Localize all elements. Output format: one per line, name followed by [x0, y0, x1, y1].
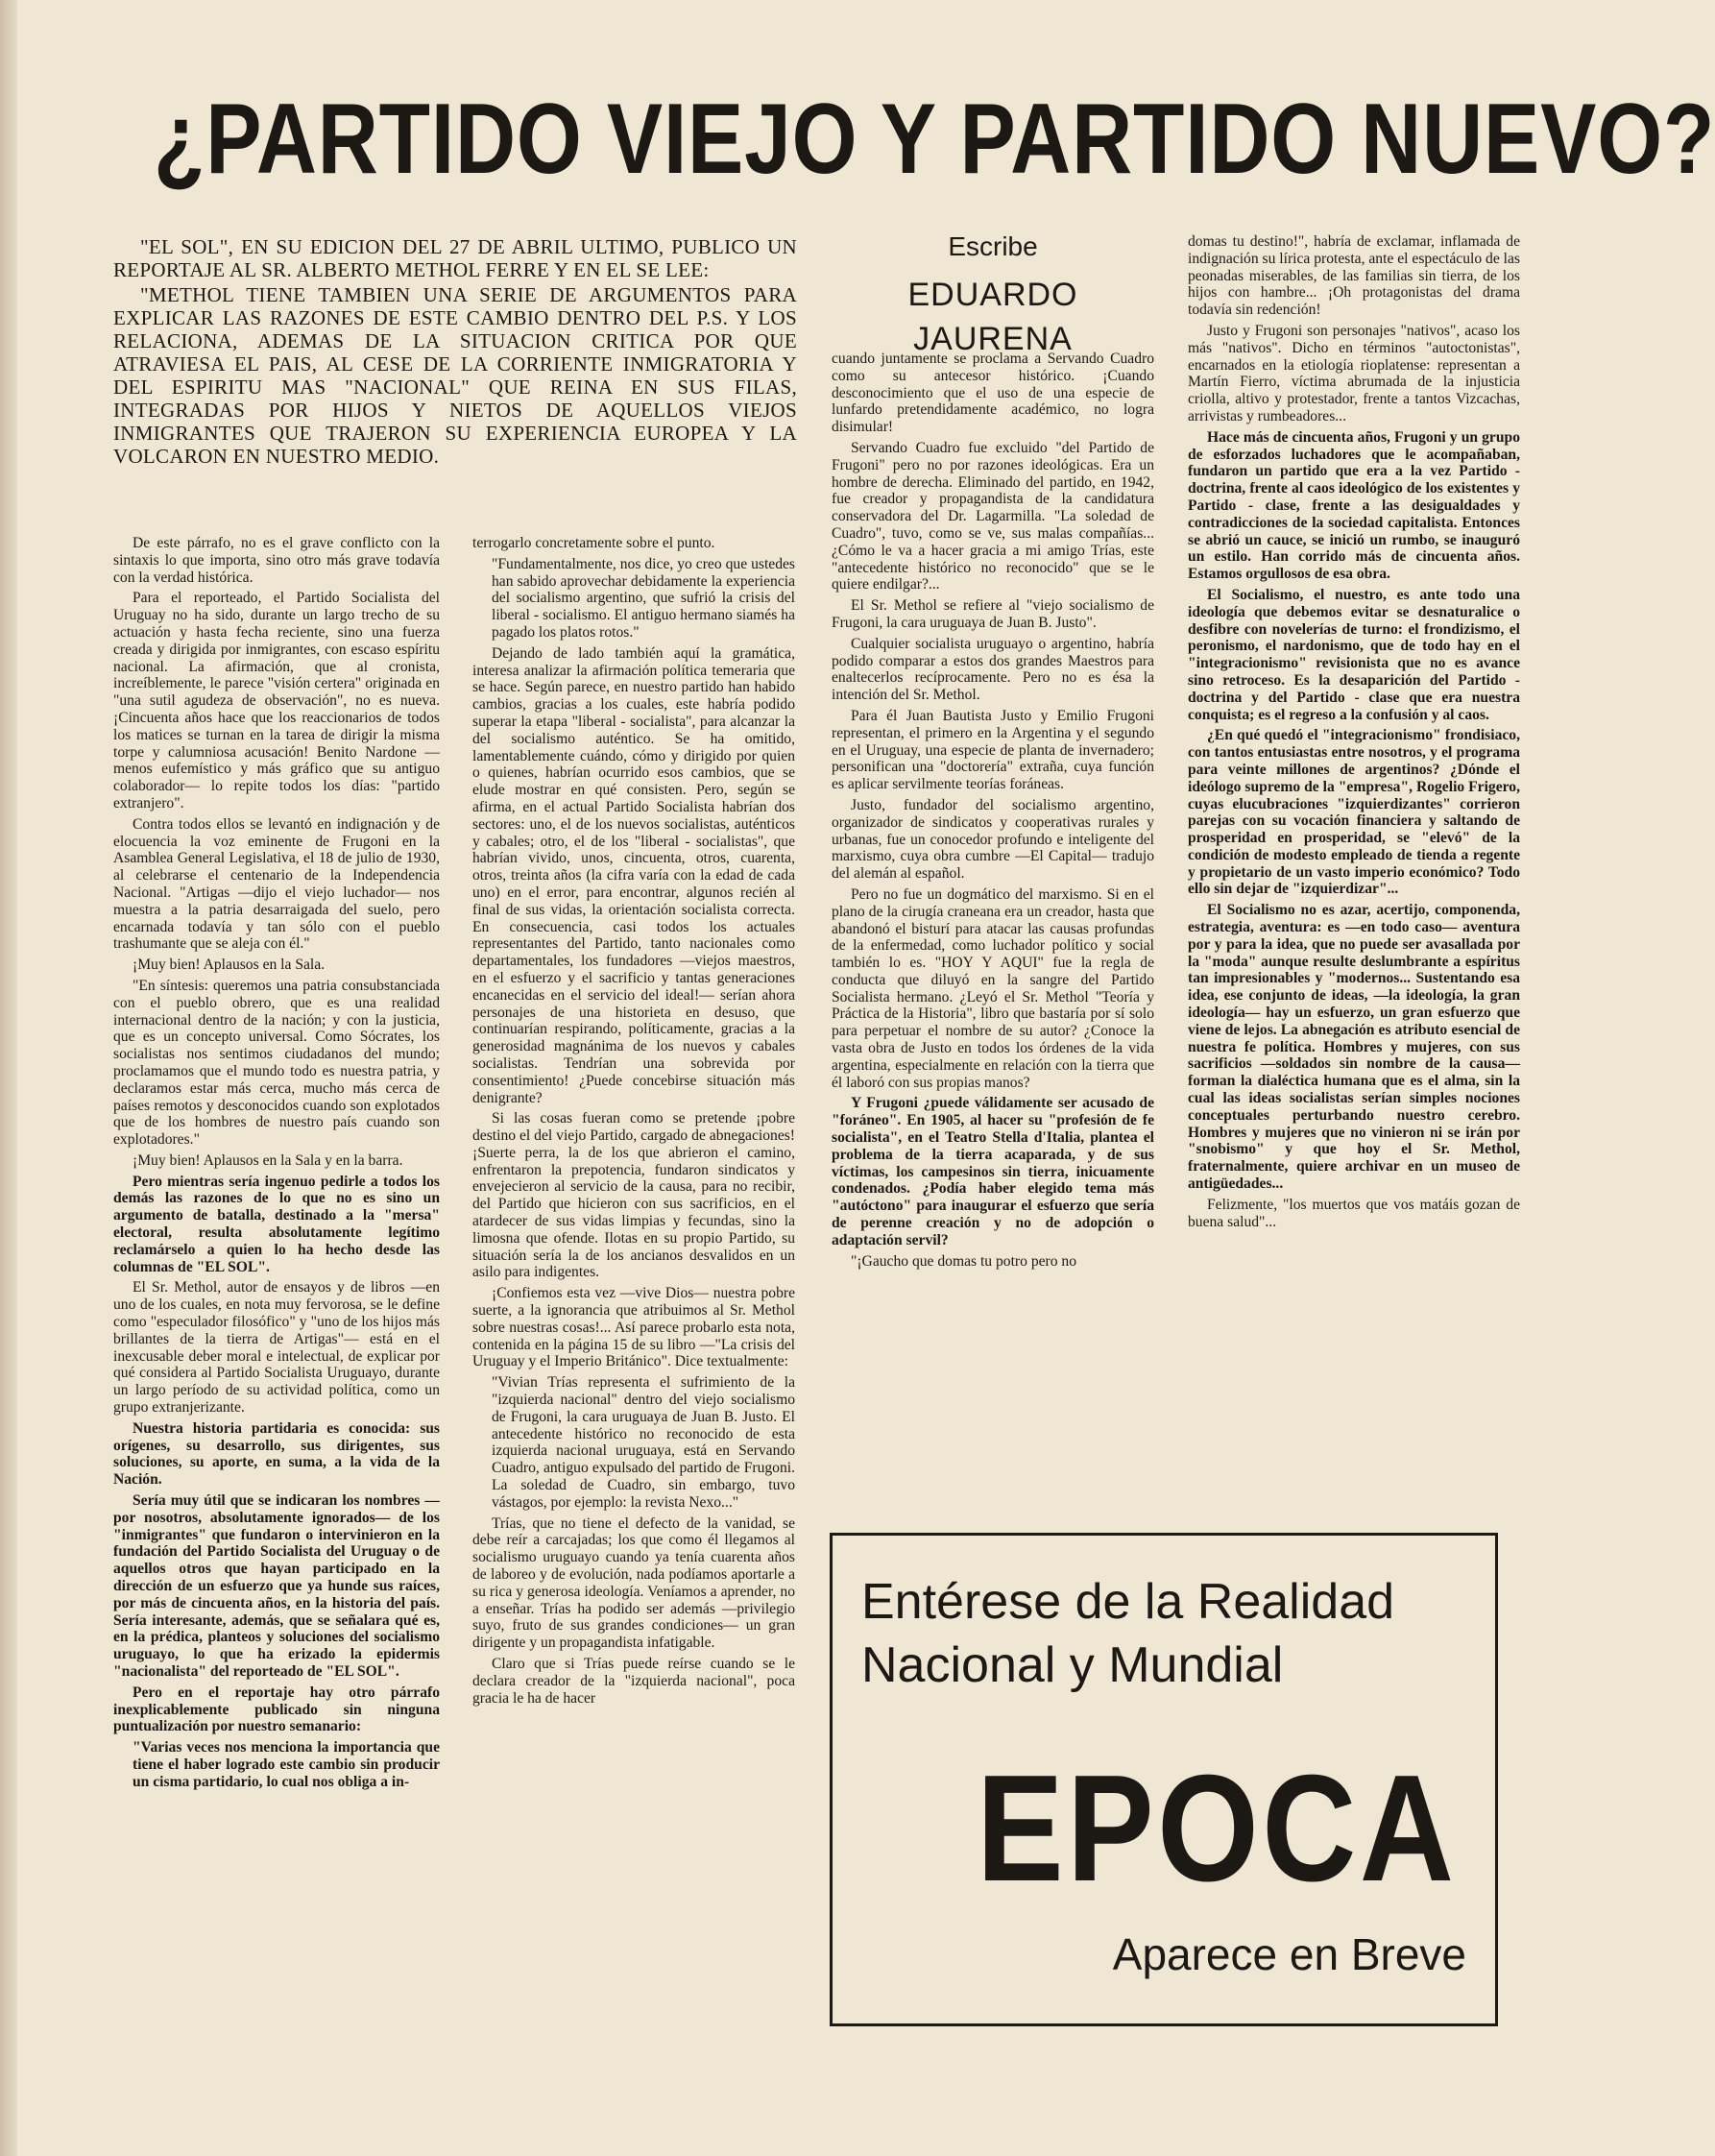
- paragraph: "Varias veces nos menciona la importancia que tiene el haber logrado este cambio sin producir un cisma partidario, lo cual nos obliga a in-: [133, 1739, 440, 1790]
- paragraph: Claro que si Trías puede reírse cuando se le declara creador de la "izquierda nacional", poca gracia le ha de hacer: [472, 1656, 795, 1707]
- paragraph: Trías, que no tiene el defecto de la vanidad, se debe reír a carcajadas; los que como él llegamos al socialismo uruguayo cuando ya tenía cuarenta años de laboreo y de evolución, nada podíamos aportarle a su rica y generosa ideología. Veníamos a aprender, no a enseñar. Trías ha podido ser además —privilegio suyo, fruto de sus grandes condiciones— un gran dirigente y un propagandista infatigable.: [472, 1514, 795, 1652]
- paragraph: "Vivian Trías representa el sufrimiento de la "izquierda nacional" dentro del viejo socialismo de Frugoni, la cara uruguaya de Juan B. Justo. El antecedente histórico no reconocido de esta izquierda nacional uruguaya, está en Servando Cuadro, antiguo expulsado del partido de Frugoni. La soledad de Cuadro, sin embargo, tuvo vástagos, por ejemplo: la revista Nexo...": [492, 1374, 795, 1511]
- paragraph: domas tu destino!", habría de exclamar, inflamada de indignación su lírica protesta, ante el espectáculo de las peonadas miserables, de las familias sin tierra, de los hijos con hambre... ¡Oh protagonistas del drama todavía sin redención!: [1188, 233, 1520, 319]
- paragraph: Justo, fundador del socialismo argentino, organizador de sindicatos y cooperativas rurales y urbanas, fue un conocedor profundo e inteligente del marxismo, cuya obra cumbre —El Capital— tradujo del alemán al español.: [832, 796, 1154, 883]
- ad-line-2: Nacional y Mundial: [861, 1637, 1284, 1693]
- article-column-4: [1188, 233, 1520, 1511]
- paragraph: Pero no fue un dogmático del marxismo. Si en el plano de la cirugía craneana era un creador, hasta que abandonó el bisturí para atacar las causas profundas de la enfermedad, como luchador político y social también lo es. "HOY Y AQUI" fue la regla de conducta que diluyó en la sangre del Partido Socialista hermano. ¿Leyó el Sr. Methol "Teoría y Práctica de la Historia", libro que bastaría por sí solo para perpetuar el nombre de su autor? ¿Conoce la vasta obra de Justo en todos los órdenes de la vida argentina, especialmente en relación con la tierra que él laboró con sus propias manos?: [832, 885, 1154, 1091]
- article-column-1: [113, 535, 440, 2071]
- paragraph: ¡Muy bien! Aplausos en la Sala y en la barra.: [133, 1151, 403, 1169]
- intro-quote-p2: "METHOL TIENE TAMBIEN UNA SERIE DE ARGUMENTOS PARA EXPLICAR LAS RAZONES DE ESTE CAMBIO DENTRO DEL P.S. Y LOS RELACIONA, ADEMAS DE LA SITUACION CRITICA POR QUE ATRAVIESA EL PAIS, AL CESE DE LA CORRIENTE INMIGRATORIA Y DEL ESPIRITU MAS "NACIONAL" QUE REINA EN SUS FILAS, INTEGRADAS POR HIJOS Y NIETOS DE AQUELLOS VIEJOS INMIGRANTES QUE TRAJERON SU EXPERIENCIA EUROPEA Y LA VOLCARON EN NUESTRO MEDIO.: [113, 283, 797, 468]
- paragraph: Felizmente, "los muertos que vos matáis gozan de buena salud"...: [1188, 1196, 1520, 1230]
- byline-prefix: Escribe: [948, 231, 1038, 261]
- paragraph: Dejando de lado también aquí la gramática, interesa analizar la afirmación política temeraria que se hace. Según parece, en nuestro partido han habido cambios, gracias a los cuales, este habría podido superar la etapa "liberal - socialista", para alcanzar la del socialismo auténtico. Se ha omitido, lamentablemente cuándo, cómo y dirigido por quien o quienes, habrían ocurrido esos cambios, que se elude mostrar en qué consisten. Pero, según se afirma, en el actual Partido Socialista habrían dos sectores: uno, el de los nuevos socialistas, auténticos y cabales; otro, el de los "liberal - socialistas", que habrían vivido, unos, cincuenta, otros, cuarenta, otros, treinta años (la cifra varía con la edad de cada uno) en el error, para encontrar, algunos recién al final de sus vidas, la orientación socialista correcta. En consecuencia, casi todos los actuales representantes del Partido, tanto nacionales como departamentales, los fundadores —viejos maestros, en el esfuerzo y el sacrificio y tantas generaciones encanecidas en el servicio del ideal!— serían ahora personajes de una historieta en desuso, que continuarían respirando, políticamente, gracias a la generosidad magnánima de los nuevos y cabales socialistas. Tendrían una sobrevida por consentimiento! ¿Puede concebirse situación más denigrante?: [472, 644, 795, 1106]
- paragraph: De este párrafo, no es el grave conflicto con la sintaxis lo que importa, sino otro más grave todavía con la verdad histórica.: [113, 535, 440, 586]
- ad-line-1: Entérese de la Realidad: [861, 1574, 1395, 1630]
- paragraph: Si las cosas fueran como se pretende ¡pobre destino el del viejo Partido, cargado de abnegaciones! ¡Suerte perra, la de los que abrieron el camino, enfrentaron la prepotencia, fundaron sindicatos y envejecieron al servicio de la causa, para no recibir, del Partido que hicieron con sus sacrificios, en el atardecer de sus vidas limpias y fecundas, sino la limosna que ofende. Ilotas en su propio Partido, su situación sería la de los ancianos desvalidos en un asilo para indigentes.: [472, 1110, 795, 1281]
- headline-block: [154, 77, 1715, 211]
- paragraph: Justo y Frugoni son personajes "nativos", acaso los más "nativos". Dicho en términos "autoctonistas", encarnados en la etiología rioplatense: representan a Martín Fierro, víctima abrumada de la injusticia criolla, altivo y protestador, frente a tantos Vizcachas, arrivistas y rumbeadores...: [1188, 322, 1520, 424]
- paragraph: ¡Muy bien! Aplausos en la Sala.: [133, 957, 326, 974]
- intro-quote-p1: "EL SOL", EN SU EDICION DEL 27 DE ABRIL ULTIMO, PUBLICO UN REPORTAJE AL SR. ALBERTO METHOL FERRE Y EN EL SE LEE:: [113, 235, 797, 281]
- paragraph: Sería muy útil que se indicaran los nombres —por nosotros, absolutamente ignorados— de los "inmigrantes" que fundaron o intervinieron en la fundación del Partido Socialista del Uruguay o de aquellos otros que hayan participado en la dirección de un esfuerzo que ya hunde sus raíces, por más de cincuenta años, en la historia del país. Sería interesante, además, que se señalara qué es, en la prédica, planteos y soluciones del socialismo uruguayo, lo que ha erizado la epidermis "nacionalista" del reporteado de "EL SOL".: [113, 1492, 440, 1680]
- paragraph: terrogarlo concretamente sobre el punto.: [472, 535, 715, 551]
- ad-brand-name: EPOCA: [977, 1744, 1458, 1913]
- paragraph: El Sr. Methol se refiere al "viejo socialismo de Frugoni, la cara uruguaya de Juan B. Justo".: [832, 597, 1154, 631]
- paragraph: El Sr. Methol, autor de ensayos y de libros —en uno de los cuales, en nota muy fervorosa, se le define como "especulador filosófico" y "uno de los hijos más brillantes de la tierra de Artigas"— está en el inexcusable deber moral e intelectual, de explicar por qué considera al Partido Socialista Uruguayo, durante un largo período de su actividad política, como un grupo extranjerizante.: [113, 1279, 440, 1417]
- byline-author: EDUARDO JAURENA: [907, 277, 1078, 357]
- paragraph: Para él Juan Bautista Justo y Emilio Frugoni representan, el primero en la Argentina y el segundo en el Uruguay, una especie de planta de invernadero; personifican una "doctorería" extraña, cuya función es aplicar servilmente teorías foráneas.: [832, 707, 1154, 793]
- paragraph: "Fundamentalmente, nos dice, yo creo que ustedes han sabido aprovechar debidamente la experiencia del socialismo argentino, que sufrió la crisis del liberal - socialismo. El antiguo hermano siamés ha pagado los platos rotos.": [492, 555, 795, 641]
- paragraph: El Socialismo, el nuestro, es ante todo una ideología que debemos evitar se desnaturalice o desfibre con novelerías de turno: el frondizismo, el peronismo, el nardonismo, que de todo hay en el "integracionismo" revisionista que no es avance sino retroceso. Es la desaparición del Partido - doctrina y del Partido - clase que era nuestra conquista; es el regreso a la confusión y al caos.: [1188, 586, 1520, 723]
- epoca-advertisement: [830, 1533, 1498, 2026]
- paragraph: Para el reporteado, el Partido Socialista del Uruguay no ha sido, durante un largo trecho de su actuación y hasta fecha reciente, sino una fuerza creada y dirigida por inmigrantes, con escaso espíritu nacional. La afirmación, que al cronista, increíblemente, le parece "visión certera" originada en "una sutil agudeza de observación", no es nueva. ¡Cincuenta años hace que los reaccionarios de todos los matices se turnan en la tarea de dirigir la misma torpe y calumniosa acusación! Benito Nardone —menos eufemístico y más gráfico que su antiguo colaborador— lo repite todos los días: "partido extranjero".: [113, 590, 440, 812]
- paragraph: El Socialismo no es azar, acertijo, componenda, estrategia, aventura: es —en todo caso— aventura por y para la idea, que no puede ser avasallada por la "moda" aunque resulte deslumbrante a espíritus tan impresionables y "modernos... Sustentando esa idea, ese conjunto de ideas, —la ideología, la gran ideología— hay un esfuerzo, un gran esfuerzo que viene de lejos. La abnegación es atributo esencial de nuestra fe política. Hombres y mujeres, con sus sacrificios —soldados sin nombre de la causa— forman la dialéctica humana que es el alma, sin la cual las ideas socialistas serían simples nociones conceptuales perturbando nuestro cerebro. Hombres y mujeres que no vinieron ni se irán por "snobismo" y que hoy el Sr. Methol, fraternalmente, quiere archivar en un museo de antigüedades...: [1188, 902, 1520, 1193]
- intro-quote: [113, 235, 797, 470]
- paragraph: Servando Cuadro fue excluido "del Partido de Frugoni" pero no por razones ideológicas. Era un hombre de derecha. Eliminado del partido, en 1942, fue creador y propagandista de la candidatura conservadora del Dr. Lagarmilla. "La soledad de Cuadro", tuvo, como se ve, sus malas compañías... ¿Cómo le va a hacer gracia a mi amigo Trías, este "antecedente histórico no reconocido" que se le quiere endilgar?...: [832, 439, 1154, 594]
- paragraph: Pero en el reportaje hay otro párrafo inexplicablemente publicado sin ninguna puntualización por nuestro semanario:: [113, 1684, 440, 1735]
- page-edge-shadow: [0, 0, 17, 2156]
- paragraph: Contra todos ellos se levantó en indignación y de elocuencia la voz eminente de Frugoni en la Asamblea General Legislativa, el 18 de julio de 1930, al celebrarse el centenario de la Independencia Nacional. "Artigas —dijo el viejo luchador— nos muestra a la patria desarraigada del suelo, pero encarnada todavía y tan sólo con el pueblo trashumante que se aleja con él.": [113, 815, 440, 953]
- paragraph: ¡Confiemos esta vez —vive Dios— nuestra pobre suerte, a la ignorancia que atribuimos al Sr. Methol sobre nuestras cosas!... Así parece probarlo esta nota, contenida en la página 15 de su libro —"La crisis del Uruguay y el Imperio Británico". Dice textualmente:: [472, 1285, 795, 1370]
- ad-footer: Aparece en Breve: [1112, 1929, 1466, 1979]
- paragraph: Hace más de cincuenta años, Frugoni y un grupo de esforzados luchadores que le acompañaban, fundaron un partido que era a la vez Partido - doctrina, frente al caos ideológico de los existentes y Partido - clase, frente a las desigualdades y contradicciones de la sociedad capitalista. Entonces se abrió un cauce, se inició un rumbo, se inauguró un estilo. Han corrido más de cincuenta años. Estamos orgullosos de esa obra.: [1188, 428, 1520, 583]
- paragraph: Y Frugoni ¿puede válidamente ser acusado de "foráneo". En 1905, al hacer su "profesión de fe socialista", en el Teatro Stella d'Italia, plantea el problema de la tierra acaparada, y de sus víctimas, los campesinos sin tierra, inicuamente condenados. ¿Podía haber elegido tema más "autóctono" para inaugurar el esfuerzo que sería de perenne creación y no de adopción o adaptación servil?: [832, 1095, 1154, 1248]
- article-column-2: [472, 535, 795, 2071]
- byline: [832, 230, 1154, 361]
- headline: ¿PARTIDO VIEJO Y PARTIDO NUEVO?: [154, 84, 1715, 195]
- paragraph: ¿En qué quedó el "integracionismo" frondisiaco, con tantos entusiastas entre nosotros, y el programa para veinte millones de argentinos? ¿Dónde el ideólogo supremo de la "empresa", Rogelio Frigero, cuyas elucubraciones "izquierdizantes" corrieron parejas con su vocación financiera y saltando de prosperidad en prosperidad, se "elevó" de la condición de modesto empleado de tienda a regente y propietario de un vasto imperio económico? Todo ello sin dejar de "izquierdizar"...: [1188, 727, 1520, 898]
- paragraph: cuando juntamente se proclama a Servando Cuadro como su antecesor histórico. ¡Cuando desconocimiento que el uso de una especie de lunfardo pretendidamente académico, no logra disimular!: [832, 351, 1154, 436]
- paragraph: Nuestra historia partidaria es conocida: sus orígenes, su desarrollo, sus dirigentes, sus soluciones, su aporte, en suma, a la vida de la Nación.: [113, 1419, 440, 1489]
- paragraph: Cualquier socialista uruguayo o argentino, habría podido comparar a estos dos grandes Maestros para enaltecerlos recíprocamente. Pero no es ésa la intención del Sr. Methol.: [832, 635, 1154, 704]
- paragraph: Pero mientras sería ingenuo pedirle a todos los demás las razones de lo que no es sino un argumento de batalla, destinado a la "mersa" electoral, resulta absolutamente legítimo reclamárselo a quien lo ha hecho desde las columnas de "EL SOL".: [113, 1173, 440, 1275]
- paragraph: "¡Gaucho que domas tu potro pero no: [851, 1252, 1077, 1270]
- paragraph: "En síntesis: queremos una patria consubstanciada con el pueblo obrero, que es una realidad internacional dentro de la nación; y con la justicia, que es un concepto universal. Como Sócrates, los socialistas nos sentimos ciudadanos del mundo; proclamamos que el mundo todo es nuestra patria, y declaramos estar más cerca, mucho más cerca de países remotos y desconocidos cuando son explotados que de los hombres de nuestro país cuando son explotadores.": [113, 977, 440, 1149]
